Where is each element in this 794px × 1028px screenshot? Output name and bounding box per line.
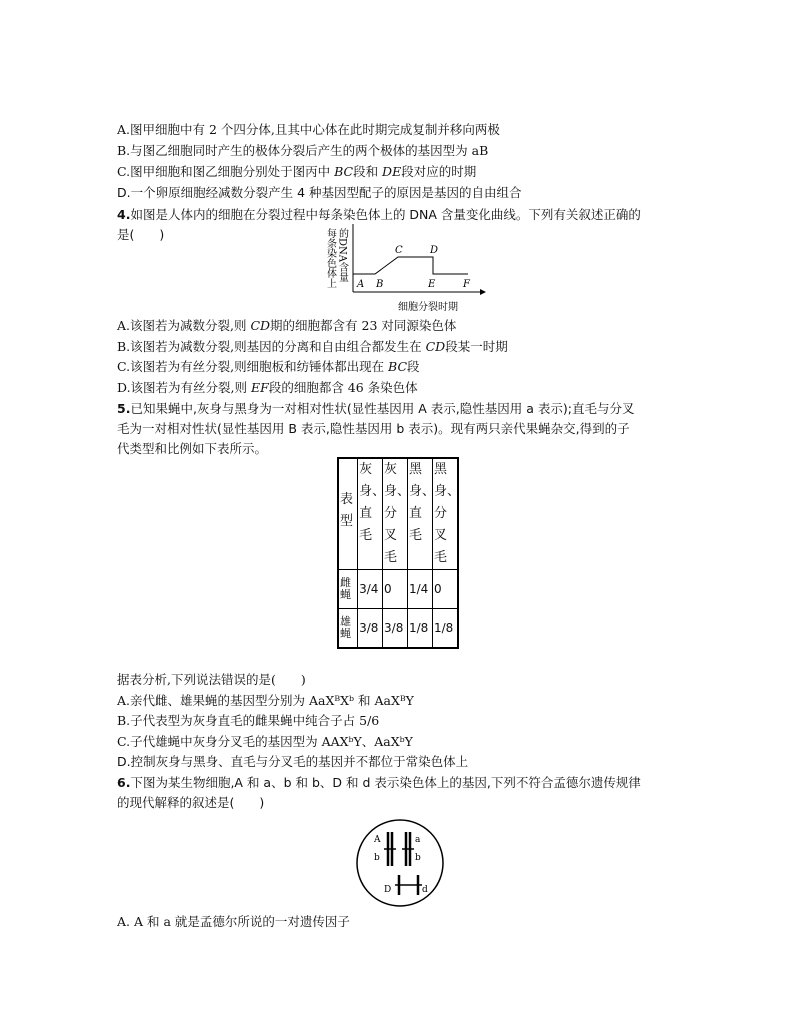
table-cell: 1/8 <box>432 609 458 649</box>
graph-xlabel: 细胞分裂时期 <box>398 302 458 313</box>
q4-option-text: 期的细胞都含有 23 对同源染色体 <box>270 318 457 333</box>
q5-stem-line2: 毛为一对相对性状(显性基因用 B 表示,隐性基因用 b 表示)。现有两只亲代果蝇杂交,得到的子 <box>117 421 630 436</box>
q4-stem-line2: 是( ) <box>117 227 165 242</box>
q4-option-b <box>117 338 508 356</box>
q5-option-b: B.子代表型为灰身直毛的雌果蝇中纯合子占 5/6 <box>117 713 380 728</box>
header-black-forked: 黑身、分叉毛 <box>433 462 460 565</box>
graph-point-d: D <box>430 245 439 256</box>
q5-after-table: 据表分析,下列说法错误的是( ) <box>117 672 306 687</box>
table-cell: 0 <box>383 570 408 609</box>
graph-point-f: F <box>463 279 470 290</box>
q3-option-c <box>117 163 476 181</box>
row-label-male: 雄蝇 <box>340 615 351 640</box>
q4-option-c <box>117 358 420 376</box>
table-row <box>338 570 458 609</box>
table-cell: 3/4 <box>358 570 383 609</box>
graph-point-e: E <box>428 279 436 290</box>
q3-option-a: A.图甲细胞中有 2 个四分体,且其中心体在此时期完成复制并移向两极 <box>117 122 500 137</box>
phenotype-table <box>337 457 459 649</box>
gene-label-D: D <box>384 885 392 895</box>
q5-stem-text: 已知果蝇中,灰身与黑身为一对相对性状(显性基因用 A 表示,隐性基因用 a 表示);直毛与分叉 <box>130 401 635 416</box>
q5-stem <box>117 400 634 418</box>
table-header-cell <box>407 458 435 570</box>
row-label-female: 雌蝇 <box>340 576 351 601</box>
q6-option-a: A. A 和 a 就是孟德尔所说的一对遗传因子 <box>117 914 350 929</box>
header-gray-straight: 灰身、直毛 <box>359 462 386 543</box>
gene-label-A: A <box>374 835 381 845</box>
q4-option-a <box>117 317 456 335</box>
dna-content-graph <box>320 222 490 314</box>
q6-stem-text: 下图为某生物细胞,A 和 a、b 和 b、D 和 d 表示染色体上的基因,下列不符合孟德尔遗传规律 <box>130 775 641 790</box>
q5-stem-line3: 代类型和比例如下表所示。 <box>117 441 268 456</box>
question-number: 4. <box>117 207 131 222</box>
segment-label: DE <box>382 164 402 179</box>
q4-option-text: 段的细胞都含 46 条染色体 <box>268 380 418 395</box>
q4-option-text: A.该图若为减数分裂,则 <box>117 318 251 333</box>
header-black-straight: 黑身、直毛 <box>408 462 435 543</box>
graph-x-arrow <box>480 289 486 295</box>
q6-stem <box>117 774 641 792</box>
header-gray-forked: 灰身、分叉毛 <box>384 462 411 565</box>
q6-stem-line2: 的现代解释的叙述是( ) <box>117 795 265 810</box>
segment-label: BC <box>388 359 408 374</box>
q5-option-d: D.控制灰身与黑身、直毛与分叉毛的基因并不都位于常染色体上 <box>117 754 469 769</box>
row-label-cell <box>338 609 358 649</box>
header-phenotype: 表型 <box>340 492 354 529</box>
table-header-row <box>338 458 458 570</box>
table-cell: 3/8 <box>358 609 383 649</box>
q3-option-c-text: C.图甲细胞和图乙细胞分别处于图丙中 <box>117 164 335 179</box>
graph-point-c: C <box>395 245 403 256</box>
q3-option-c-text: 段对应的时期 <box>401 164 477 179</box>
gene-label-d: d <box>422 885 428 895</box>
question-number: 6. <box>117 775 131 790</box>
gene-label-b-right: b <box>415 853 421 863</box>
table-cell: 1/4 <box>407 570 432 609</box>
q4-option-text: 段某一时期 <box>445 339 508 354</box>
segment-label: EF <box>251 380 269 395</box>
gene-label-a: a <box>415 835 421 845</box>
q3-option-c-text: 段和 <box>353 164 383 179</box>
q5-option-c: C.子代雄蝇中灰身分叉毛的基因型为 AAXᵇY、AaXᵇY <box>117 734 413 749</box>
segment-label: CD <box>250 318 271 333</box>
q4-option-text: B.该图若为减数分裂,则基因的分离和自由组合都发生在 <box>117 339 426 354</box>
table-cell: 0 <box>432 570 458 609</box>
q3-option-b: B.与图乙细胞同时产生的极体分裂后产生的两个极体的基因型为 aB <box>117 143 489 158</box>
gene-label-b-left: b <box>374 853 380 863</box>
graph-ylabel-2: 的DNA含量 <box>336 228 348 282</box>
q4-option-text: C.该图若为有丝分裂,则细胞板和纺锤体都出现在 <box>117 359 389 374</box>
table-cell: 3/8 <box>383 609 408 649</box>
question-number: 5. <box>117 401 131 416</box>
table-header-cell <box>432 458 458 570</box>
q5-option-a: A.亲代雌、雄果蝇的基因型分别为 AaXᴮXᵇ 和 AaXᴮY <box>117 693 414 708</box>
q4-stem-text: 如图是人体内的细胞在分裂过程中每条染色体上的 DNA 含量变化曲线。下列有关叙述正确的 <box>130 207 641 222</box>
row-label-cell <box>338 570 358 609</box>
q4-option-text: D.该图若为有丝分裂,则 <box>117 380 251 395</box>
cell-diagram <box>355 818 445 908</box>
q4-option-d <box>117 379 418 397</box>
q3-option-d: D.一个卵原细胞经减数分裂产生 4 种基因型配子的原因是基因的自由组合 <box>117 185 522 200</box>
table-cell: 1/8 <box>407 609 432 649</box>
graph-point-a: A <box>357 279 365 290</box>
segment-label: CD <box>425 339 446 354</box>
table-row <box>338 609 458 649</box>
graph-point-b: B <box>376 279 384 290</box>
graph-ylabel-1: 每条染色体上 <box>324 228 336 288</box>
table-header-cell <box>383 458 411 570</box>
graph-curve <box>353 257 468 274</box>
segment-label: BC <box>334 164 354 179</box>
table-header-cell <box>338 458 358 570</box>
q4-option-text: 段 <box>407 359 420 374</box>
table-header-cell <box>358 458 386 570</box>
